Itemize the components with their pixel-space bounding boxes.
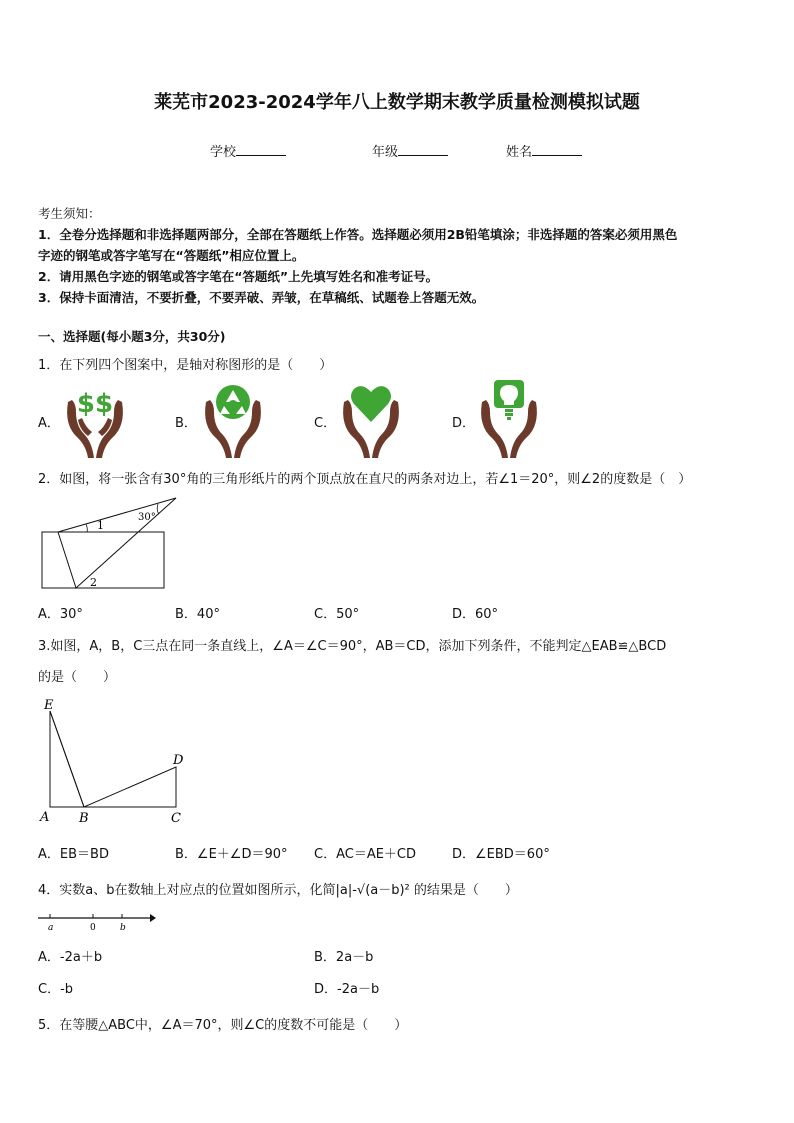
name-field — [506, 141, 582, 160]
section-heading: 一、选择题(每小题3分，共30分) — [38, 329, 226, 344]
point-a-label: A — [40, 810, 50, 825]
q3-option-a: A．EB＝BD — [38, 847, 109, 862]
school-label: 学校 — [210, 145, 237, 160]
q1-option-a-label: A． — [38, 416, 60, 431]
axis-b-label: b — [120, 923, 126, 933]
q1-option-d-label: D． — [452, 416, 476, 431]
point-d-label: D — [173, 753, 184, 768]
triangle — [58, 498, 176, 588]
bulb-hands-icon — [476, 378, 542, 460]
notice-line: 3．保持卡面清洁，不要折叠，不要弄破、弄皱，在草稿纸、试题卷上答题无效。 — [38, 290, 485, 305]
notice-line: 1．全卷分选择题和非选择题两部分，全部在答题纸上作答。选择题必须用2B铅笔填涂；非选择题的答案必须用黑色 — [38, 227, 678, 242]
question-5: 5．在等腰△ABC中，∠A＝70°，则∠C的度数不可能是（ ） — [38, 1018, 408, 1033]
question-3-line1: 3.如图，A，B，C三点在同一条直线上，∠A＝∠C＝90°，AB＝CD，添加下列条件，不能判定△EAB≌△BCD — [38, 639, 667, 654]
notice-header: 考生须知： — [38, 206, 101, 221]
q1-option-c-label: C． — [314, 416, 337, 431]
name-label: 姓名 — [506, 145, 533, 160]
school-field — [210, 141, 286, 160]
q2-option-c: C．50° — [314, 607, 360, 622]
q2-option-d: D．60° — [452, 607, 499, 622]
q2-option-b: B．40° — [175, 607, 220, 622]
q4-option-d: D．-2a－b — [314, 982, 380, 997]
question-1: 1．在下列四个图案中，是轴对称图形的是（ ） — [38, 358, 333, 373]
q4-option-a: A．-2a＋b — [38, 950, 103, 965]
school-blank — [236, 143, 286, 156]
q4-number-line — [36, 908, 158, 938]
angle-1-label: 1 — [97, 519, 104, 532]
point-b-label: B — [79, 811, 89, 826]
point-c-label: C — [171, 811, 181, 826]
notice-line: 字迹的钢笔或答字笔写在“答题纸”相应位置上。 — [38, 248, 305, 263]
axis-a-label: a — [48, 923, 54, 933]
q3-option-b: B．∠E＋∠D＝90° — [175, 847, 288, 862]
q3-option-c: C．AC＝AE＋CD — [314, 847, 417, 862]
q3-option-d: D．∠EBD＝60° — [452, 847, 550, 862]
grade-label: 年级 — [372, 145, 399, 160]
angle-2-label: 2 — [90, 576, 97, 589]
page-title: 莱芜市2023-2024学年八上数学期末教学质量检测模拟试题 — [154, 92, 640, 113]
axis-zero-label: 0 — [90, 923, 96, 933]
q2-ruler-triangle-figure — [38, 494, 183, 594]
recycle-hands-icon — [200, 378, 266, 460]
q3-triangles-figure — [36, 695, 196, 827]
point-e-label: E — [44, 698, 54, 713]
heart-hands-icon — [338, 378, 404, 460]
question-2: 2．如图，将一张含有30°角的三角形纸片的两个顶点放在直尺的两条对边上，若∠1＝20°，则∠2的度数是（ ） — [38, 472, 692, 487]
grade-blank — [398, 143, 448, 156]
dollar-hands-icon — [62, 378, 128, 460]
q4-option-c: C．-b — [38, 982, 74, 997]
question-3-line2: 的是（ ） — [38, 670, 117, 685]
name-blank — [532, 143, 582, 156]
q2-option-a: A．30° — [38, 607, 83, 622]
exam-notice — [38, 203, 760, 308]
angle-30-label: 30° — [138, 512, 156, 523]
q4-option-b: B．2a－b — [314, 950, 374, 965]
q1-option-b-label: B． — [175, 416, 197, 431]
dollar-sign-text: $$ — [76, 389, 114, 419]
question-4: 4．实数a、b在数轴上对应点的位置如图所示，化简|a|-√(a－b)² 的结果是（ ） — [38, 883, 518, 898]
grade-field — [372, 141, 448, 160]
notice-line: 2．请用黑色字迹的钢笔或答字笔在“答题纸”上先填写姓名和准考证号。 — [38, 269, 439, 284]
